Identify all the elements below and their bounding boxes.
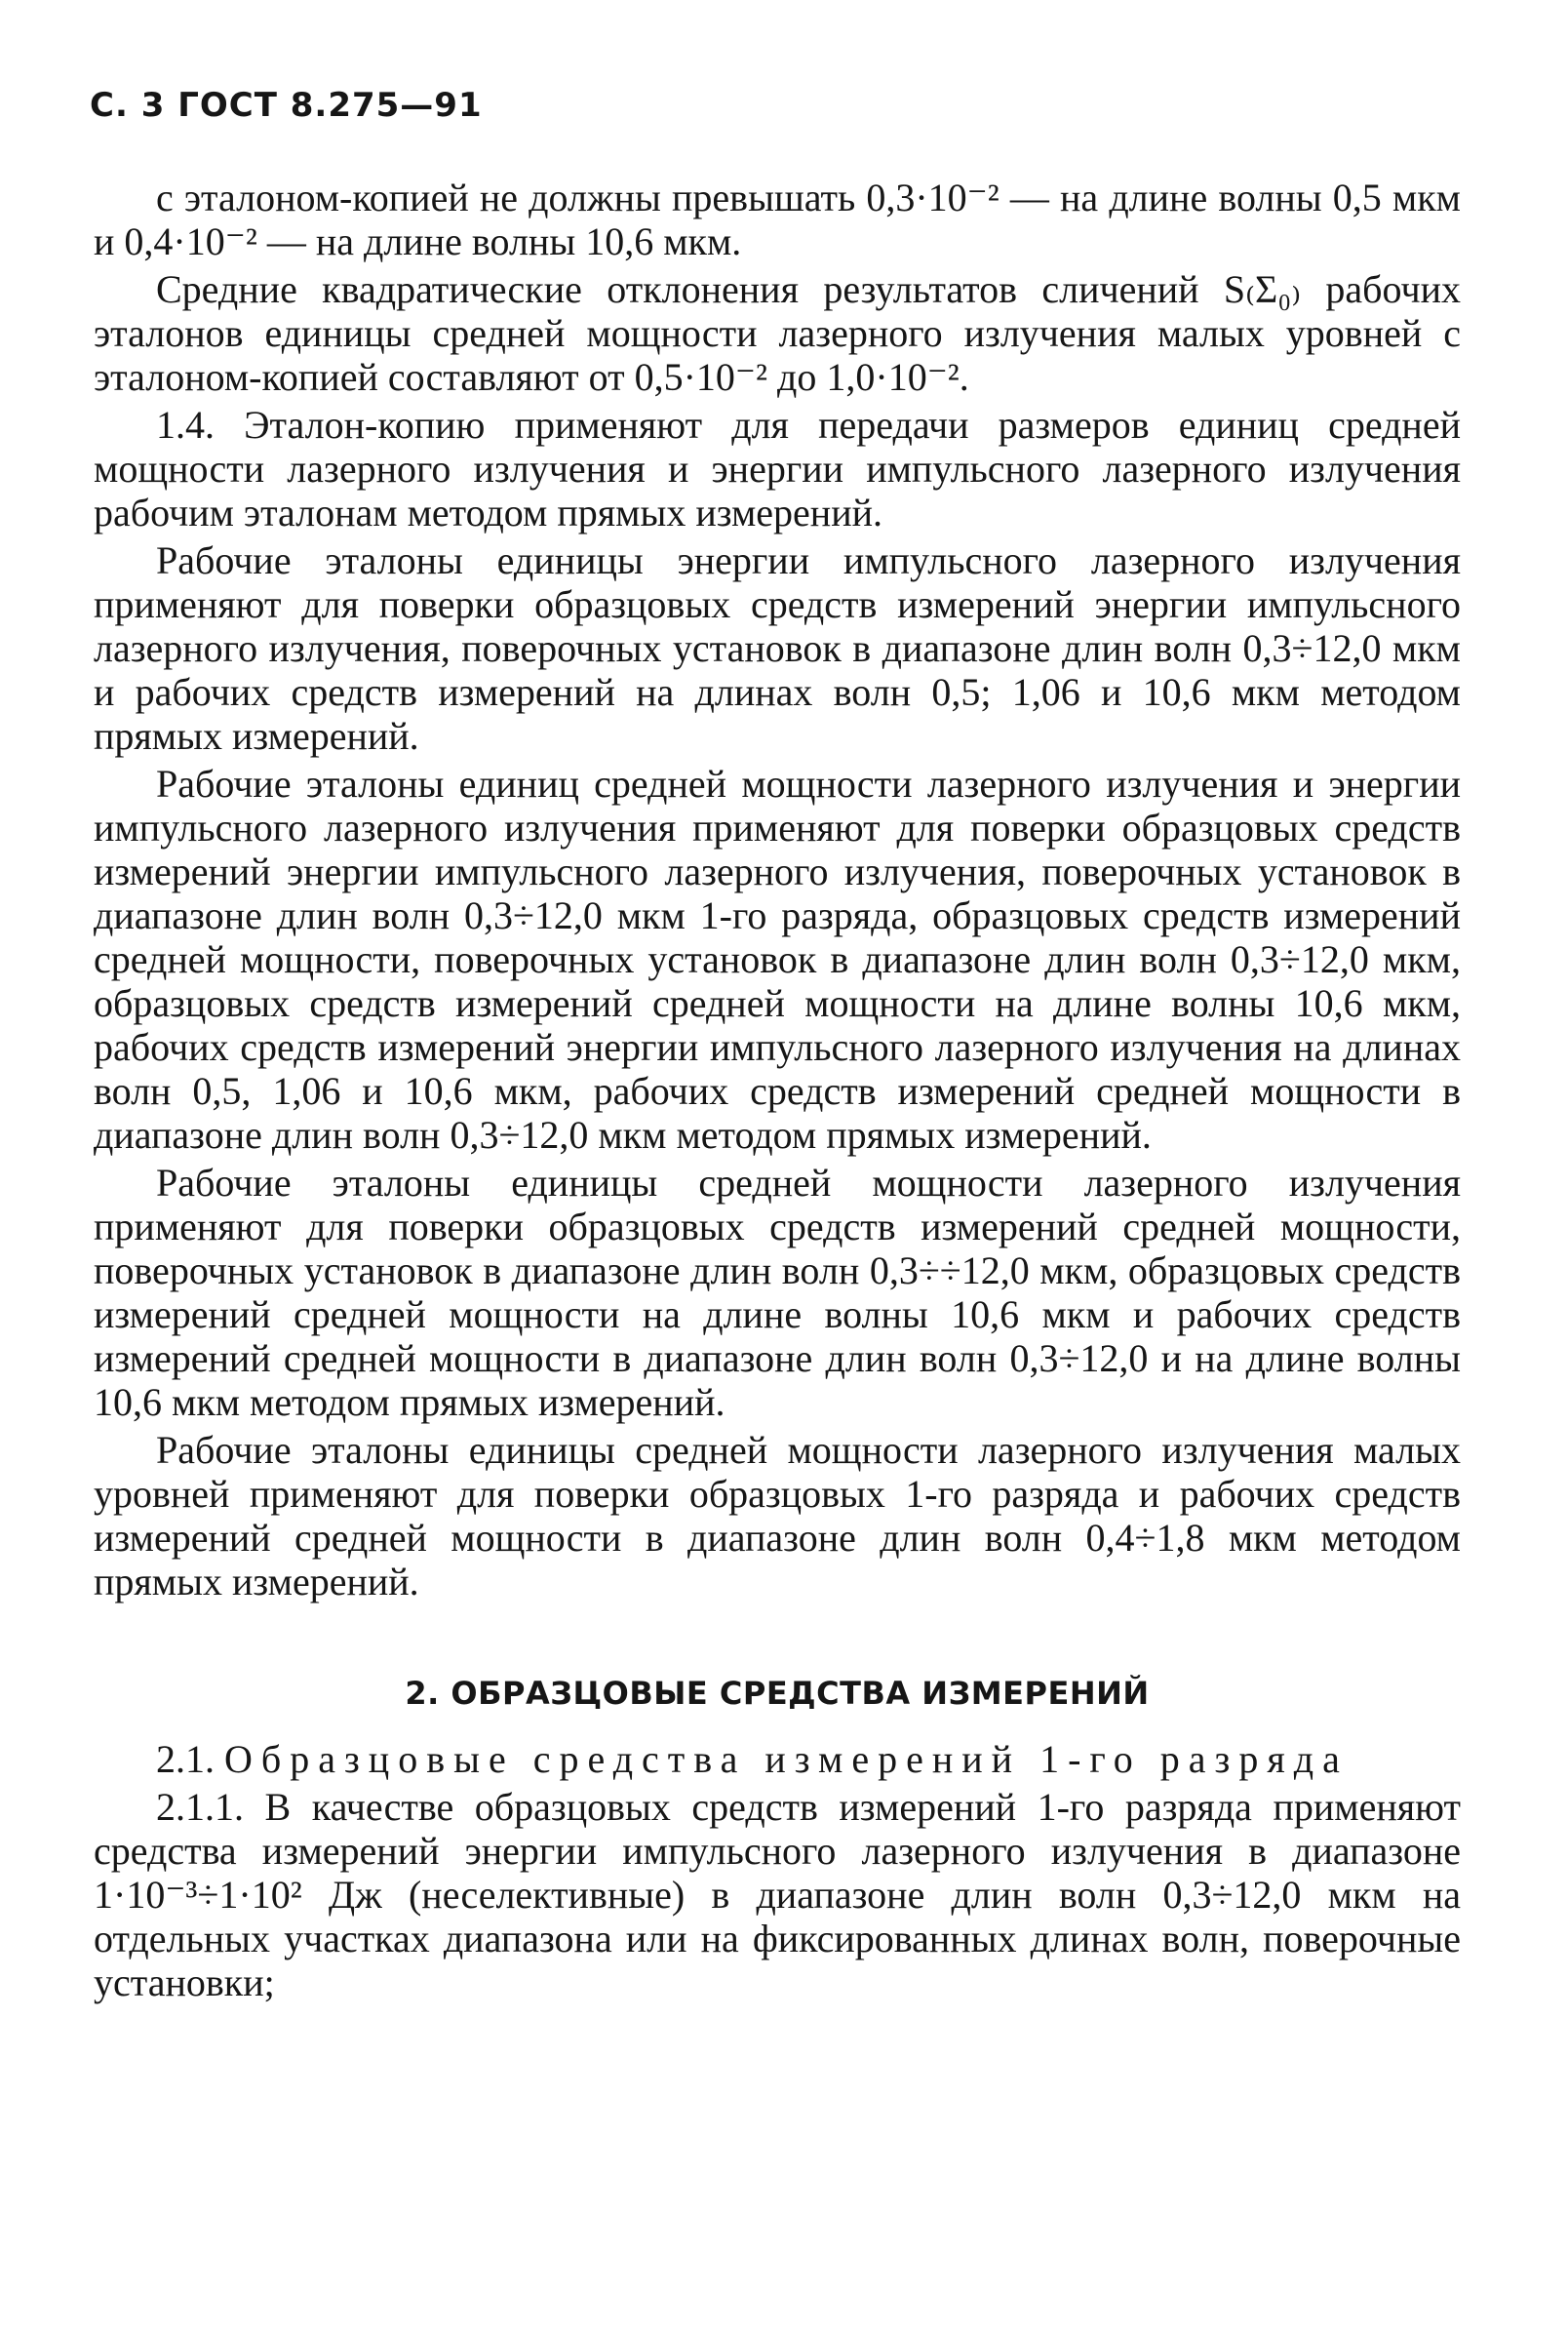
subsection-number: 2.1.	[156, 1737, 215, 1781]
paragraph: Рабочие эталоны единиц средней мощности лазерного излучения и энергии импульсного лазерного излучения применяют для поверки образцовых средств измерений энергии импульсного лазерного излучения, поверочных установок в диапазоне длин волн 0,3÷12,0 мкм 1-го разряда, образцовых средств измерений средней мощности, поверочных установок в диапазоне длин волн 0,3÷12,0 мкм, образцовых средств измерений средней мощности на длине волны 10,6 мкм, рабочих средств измерений энергии импульсного лазерного излучения на длинах волн 0,5, 1,06 и 10,6 мкм, рабочих средств измерений средней мощности в диапазоне длин волн 0,3÷12,0 мкм методом прямых измерений.	[94, 762, 1461, 1157]
subsection-title: Образцовые средства измерений 1-го разряда	[224, 1737, 1349, 1781]
paragraph: 1.4. Эталон-копию применяют для передачи размеров единиц средней мощности лазерного излучения и энергии импульсного лазерного излучения рабочим эталонам методом прямых измерений.	[94, 403, 1461, 534]
section-heading: 2. ОБРАЗЦОВЫЕ СРЕДСТВА ИЗМЕРЕНИЙ	[405, 1675, 1150, 1712]
paragraph: Рабочие эталоны единицы энергии импульсного лазерного излучения применяют для поверки образцовых средств измерений энергии импульсного лазерного излучения, поверочных установок в диапазоне длин волн 0,3÷12,0 мкм и рабочих средств измерений на длинах волн 0,5; 1,06 и 10,6 мкм методом прямых измерений.	[94, 538, 1461, 758]
paragraph: 2.1.1. В качестве образцовых средств измерений 1-го разряда применяют средства измерений энергии импульсного лазерного излучения в диапазоне 1·10⁻³÷1·10² Дж (неселективные) в диапазоне длин волн 0,3÷12,0 мкм на отдельных участках диапазона или на фиксированных длинах волн, поверочные установки;	[94, 1785, 1461, 2004]
paragraph: Средние квадратические отклонения результатов сличений S₍Σ₀₎ рабочих эталонов единицы средней мощности лазерного излучения малых уровней с эталоном-копией составляют от 0,5·10⁻² до 1,0·10⁻².	[94, 267, 1461, 399]
paragraph: Рабочие эталоны единицы средней мощности лазерного излучения малых уровней применяют для поверки образцовых 1-го разряда и рабочих средств измерений средней мощности в диапазоне длин волн 0,4÷1,8 мкм методом прямых измерений.	[94, 1428, 1461, 1603]
subsection-heading	[94, 1737, 1461, 1781]
paragraph: с эталоном-копией не должны превышать 0,3·10⁻² — на длине волны 0,5 мкм и 0,4·10⁻² — на длине волны 10,6 мкм.	[94, 176, 1461, 263]
document-body	[94, 176, 1461, 2004]
paragraph: Рабочие эталоны единицы средней мощности лазерного излучения применяют для поверки образцовых средств измерений средней мощности, поверочных установок в диапазоне длин волн 0,3÷÷12,0 мкм, образцовых средств измерений средней мощности на длине волны 10,6 мкм и рабочих средств измерений средней мощности в диапазоне длин волн 0,3÷12,0 и на длине волны 10,6 мкм методом прямых измерений.	[94, 1161, 1461, 1424]
page-header: С. 3 ГОСТ 8.275—91	[90, 86, 483, 125]
